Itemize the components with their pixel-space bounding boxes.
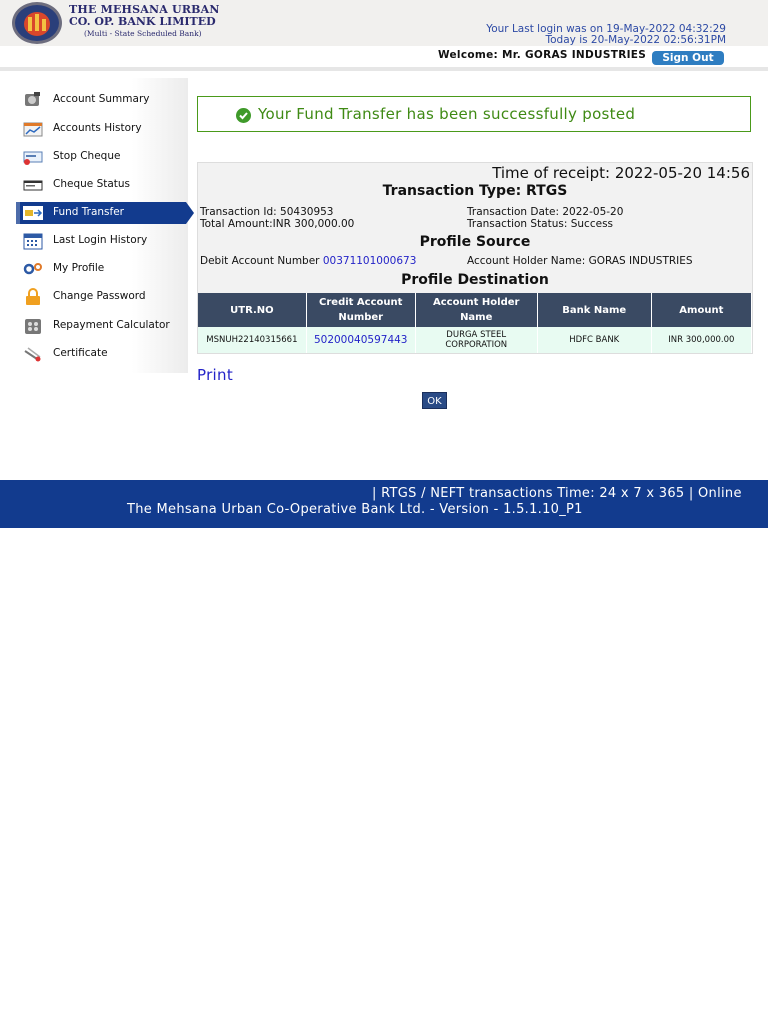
footer bbox=[0, 480, 768, 528]
success-message: Your Fund Transfer has been successfully posted bbox=[258, 105, 636, 123]
sidebar-item-cheque-status[interactable] bbox=[16, 174, 186, 196]
table-row bbox=[198, 327, 752, 353]
stop-cheque-icon bbox=[22, 148, 44, 166]
accounts-history-icon bbox=[22, 120, 44, 138]
sidebar-item-change-password[interactable] bbox=[16, 286, 186, 308]
footer-version: The Mehsana Urban Co-Operative Bank Ltd. - Version - 1.5.1.10_P1 bbox=[127, 502, 583, 517]
sidebar-item-label: Last Login History bbox=[53, 234, 148, 246]
time-of-receipt: Time of receipt: 2022-05-20 14:56 bbox=[492, 164, 750, 182]
header-utr: UTR.NO bbox=[198, 293, 306, 327]
print-link[interactable]: Print bbox=[197, 366, 234, 384]
sidebar-item-label: My Profile bbox=[53, 262, 105, 274]
fund-transfer-icon bbox=[22, 204, 44, 222]
sidebar-item-certificate[interactable] bbox=[16, 343, 186, 365]
sidebar-item-stop-cheque[interactable] bbox=[16, 146, 186, 168]
credit-account-link[interactable]: 50200040597443 bbox=[306, 327, 415, 353]
bank-name-cell: HDFC BANK bbox=[537, 327, 651, 353]
sidebar-item-my-profile[interactable] bbox=[16, 258, 186, 280]
header bbox=[0, 0, 768, 46]
header-amount: Amount bbox=[651, 293, 751, 327]
debit-account-number-link[interactable]: 00371101000673 bbox=[322, 255, 417, 267]
welcome-text: Welcome: Mr. GORAS INDUSTRIES bbox=[438, 49, 647, 61]
today-date-text: Today is 20-May-2022 02:56:31PM bbox=[545, 34, 726, 46]
sidebar-item-accounts-history[interactable] bbox=[16, 118, 186, 140]
profile-source-title: Profile Source bbox=[419, 234, 531, 250]
sidebar-item-label: Change Password bbox=[53, 290, 146, 302]
bank-name-line2: CO. OP. BANK LIMITED bbox=[69, 15, 216, 28]
amount-cell: INR 300,000.00 bbox=[651, 327, 751, 353]
account-holder-cell: DURGA STEEL CORPORATION bbox=[415, 327, 537, 353]
last-login-text: Your Last login was on 19-May-2022 04:32:29 bbox=[486, 23, 726, 35]
transaction-date: Transaction Date: 2022-05-20 bbox=[467, 206, 624, 218]
sidebar-item-account-summary[interactable] bbox=[16, 89, 186, 111]
sidebar-item-label: Certificate bbox=[53, 347, 108, 359]
sidebar-item-label: Repayment Calculator bbox=[53, 319, 170, 331]
bank-subtitle: (Multi - State Scheduled Bank) bbox=[84, 29, 202, 38]
sidebar-item-last-login-history[interactable] bbox=[16, 230, 186, 252]
header-bank-name: Bank Name bbox=[537, 293, 651, 327]
bank-logo bbox=[12, 2, 62, 44]
header-credit-account: Credit Account Number bbox=[306, 293, 415, 327]
success-message-box bbox=[197, 96, 751, 132]
utr-cell: MSNUH22140315661 bbox=[198, 327, 306, 353]
debit-account-row bbox=[200, 255, 416, 267]
debit-account-label: Debit Account Number bbox=[200, 255, 320, 267]
transaction-receipt bbox=[197, 162, 753, 354]
transaction-id: Transaction Id: 50430953 bbox=[200, 206, 334, 218]
transaction-type: Transaction Type: RTGS bbox=[382, 183, 568, 199]
sidebar-item-label: Stop Cheque bbox=[53, 150, 121, 162]
source-account-holder: Account Holder Name: GORAS INDUSTRIES bbox=[467, 255, 693, 267]
transaction-status: Transaction Status: Success bbox=[467, 218, 614, 230]
ok-button[interactable]: OK bbox=[422, 392, 447, 409]
account-summary-icon bbox=[22, 91, 44, 109]
total-amount: Total Amount:INR 300,000.00 bbox=[200, 218, 355, 230]
calendar-icon bbox=[22, 232, 44, 250]
sidebar-item-repayment-calculator[interactable] bbox=[16, 315, 186, 337]
sidebar-item-label: Accounts History bbox=[53, 122, 142, 134]
header-account-holder: Account Holder Name bbox=[415, 293, 537, 327]
sidebar-item-label: Fund Transfer bbox=[53, 206, 124, 218]
check-circle-icon bbox=[236, 108, 251, 123]
gears-icon bbox=[22, 260, 44, 278]
table-header-row bbox=[198, 293, 752, 327]
cheque-status-icon bbox=[22, 176, 44, 194]
destination-table bbox=[198, 293, 752, 353]
lock-icon bbox=[22, 288, 44, 306]
sidebar-item-fund-transfer[interactable] bbox=[16, 202, 186, 224]
certificate-icon bbox=[22, 345, 44, 363]
sidebar-item-label: Cheque Status bbox=[53, 178, 131, 190]
bank-name-line1: THE MEHSANA URBAN bbox=[69, 3, 220, 16]
footer-marquee: | RTGS / NEFT transactions Time: 24 x 7 x 365 | Online bbox=[372, 486, 742, 501]
calculator-icon bbox=[22, 317, 44, 335]
header-divider bbox=[0, 67, 768, 71]
sign-out-button[interactable]: Sign Out bbox=[652, 51, 724, 65]
profile-destination-title: Profile Destination bbox=[401, 272, 549, 288]
sidebar-item-label: Account Summary bbox=[53, 93, 150, 105]
